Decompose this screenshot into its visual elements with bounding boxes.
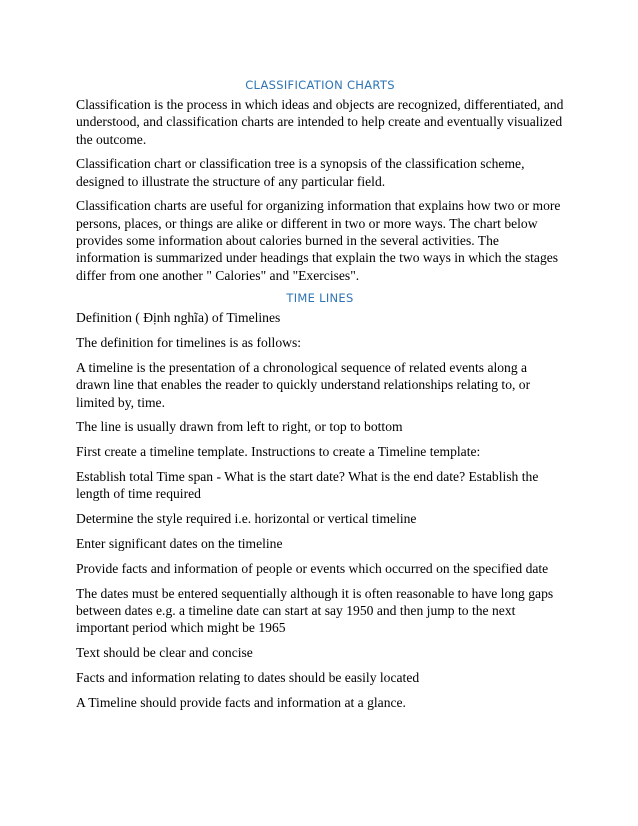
paragraph-style: Determine the style required i.e. horizontal or vertical timeline — [76, 511, 417, 527]
paragraph-time-span: Establish total Time span - What is the start date? What is the end date? Establish the length of time required — [76, 469, 539, 502]
paragraph-create-template: First create a timeline template. Instructions to create a Timeline template: — [76, 444, 481, 460]
paragraph-easily-located: Facts and information relating to dates should be easily located — [76, 669, 420, 685]
heading-classification-charts: CLASSIFICATION CHARTS — [245, 78, 395, 92]
paragraph-line-direction: The line is usually drawn from left to right, or top to bottom — [76, 419, 403, 435]
paragraph-timeline-definition: A timeline is the presentation of a chronological sequence of related events along a drawn line that enables the reader to quickly understand relationships relating to, or limited by, time. — [76, 360, 531, 410]
paragraph-sequential-dates: The dates must be entered sequentially although it is often reasonable to have long gaps between dates e.g. a timeline date can start at say 1950 and then jump to the next important period which might be 1965 — [76, 585, 554, 636]
paragraph-facts-information: Provide facts and information of people or events which occurred on the specified date — [76, 560, 549, 576]
paragraph-classification-tree: Classification chart or classification tree is a synopsis of the classification scheme, designed to illustrate the structure of any particular field. — [76, 156, 525, 189]
paragraph-classification-usefulness: Classification charts are useful for organizing information that explains how two or more persons, places, or things are alike or different in two or more ways. The chart below provides some information about calories burned in the several activities. The information is summarized under headings that explain the two ways in which the stages differ from one another " Calories" and "Exercises". — [76, 198, 561, 283]
paragraph-clear-concise: Text should be clear and concise — [76, 644, 253, 660]
paragraph-classification-definition: Classification is the process in which ideas and objects are recognized, differentiated, and understood, and classification charts are intended to help create and eventually visualized the outcome. — [76, 97, 564, 147]
paragraph-significant-dates: Enter significant dates on the timeline — [76, 535, 283, 551]
heading-time-lines: TIME LINES — [286, 291, 354, 306]
paragraph-timeline-definition-title: Definition ( Định nghĩa) of Timelines — [76, 310, 281, 326]
document-body — [76, 78, 564, 718]
paragraph-at-a-glance: A Timeline should provide facts and information at a glance. — [76, 694, 406, 710]
paragraph-timeline-definition-intro: The definition for timelines is as follows: — [76, 335, 302, 351]
